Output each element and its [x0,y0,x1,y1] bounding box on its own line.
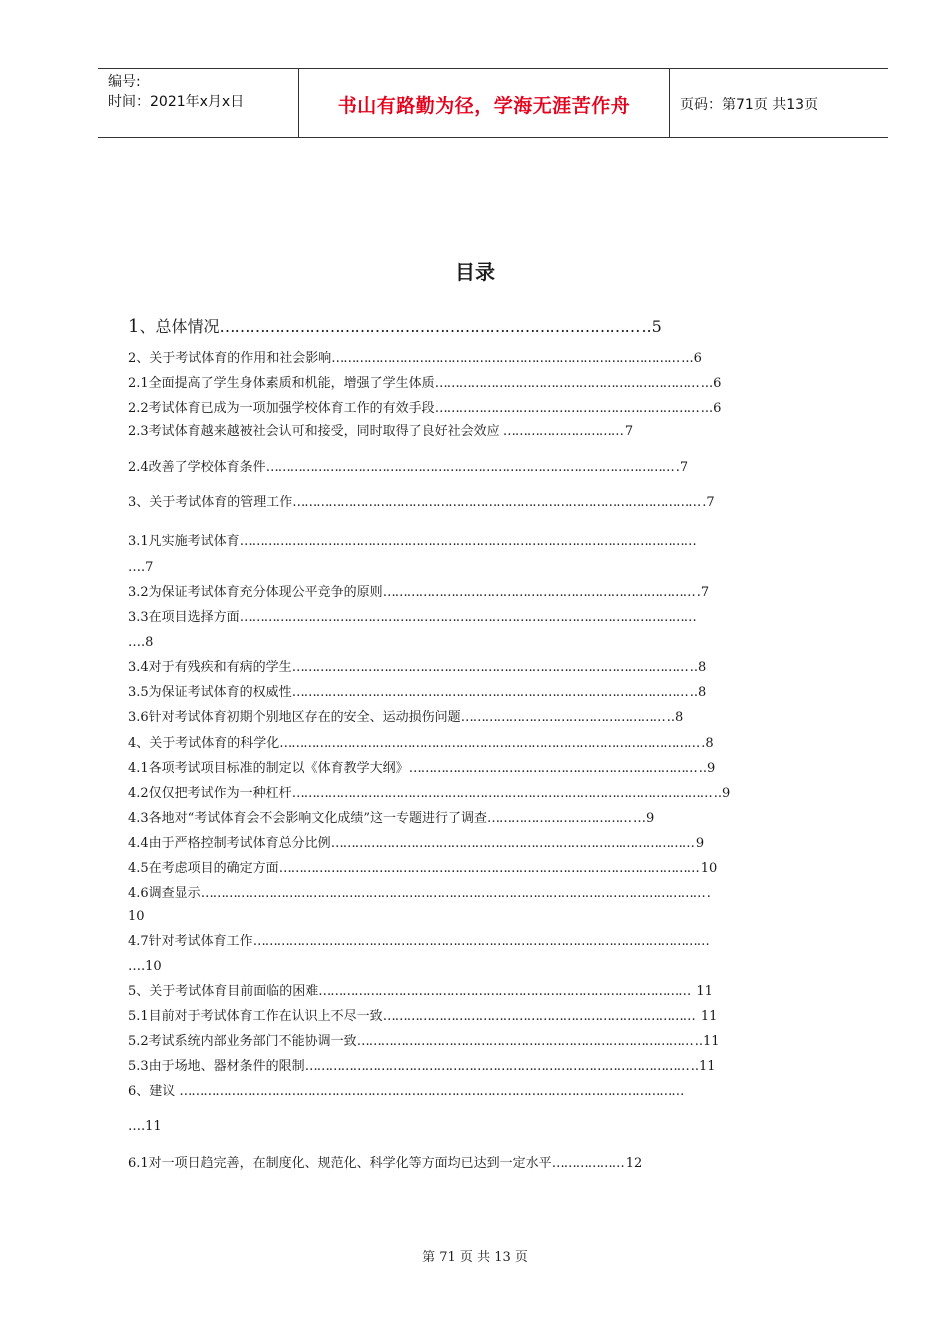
table-of-contents [128,0,868,1200]
toc-entry[interactable] [128,684,706,702]
toc-entry[interactable] [128,584,709,602]
toc-page-number: 10 [700,861,718,876]
toc-page-number: ..8 [689,685,707,700]
toc-entry-title: 4.1各项考试项目标准的制定以《体育教学大纲》 [128,761,409,776]
toc-entry-title: 4.4由于严格控制考试体育总分比例 [128,836,331,851]
toc-page-number: ..9 [713,786,731,801]
toc-page-number: 7 [624,424,634,439]
toc-leader-dots: ……………………………… [486,811,631,826]
toc-leader-dots: ………………………………………………………………………………………… [265,460,674,475]
toc-page-number: .8 [701,736,714,751]
toc-entry-title: 4.7针对考试体育工作 [128,934,253,949]
toc-leader-dots: …………………………………………………………………………………………………… [239,534,696,549]
toc-entry[interactable] [128,1008,717,1026]
toc-leader-dots: ………………………………………………………………………………………… [292,495,701,510]
toc-entry-title: 6.1对一项日趋完善，在制度化、规范化、科学化等方面均已达到一定水平 [128,1156,552,1171]
toc-entry-title: 3、关于考试体育的管理工作 [128,495,293,510]
toc-page-number: ..11 [690,1059,716,1074]
toc-entry-continuation: ….7 [128,560,154,575]
toc-entry[interactable] [128,423,633,441]
toc-entry[interactable] [128,810,654,828]
toc-entry[interactable] [128,609,698,627]
toc-leader-dots: …………………………………………………………………… [382,1009,695,1024]
toc-entry-title: 3.6针对考试体育初期个别地区存在的安全、运动损伤问题 [128,710,461,725]
toc-leader-dots: …………………………………………………………………………… [331,351,680,366]
toc-entry-title: 2.1全面提高了学生身体素质和机能，增强了学生体质 [128,376,435,391]
toc-page-number: . [706,886,711,901]
toc-page-number: ..9 [698,761,716,776]
toc-entry[interactable] [128,1033,720,1051]
toc-page-number: 9 [695,836,705,851]
toc-entry-title: 3.3在项目选择方面 [128,610,240,625]
toc-entry[interactable] [128,885,711,903]
toc-entry[interactable] [128,533,698,551]
toc-entry[interactable] [128,318,662,336]
toc-page-number: 11 [692,984,713,999]
toc-page-number: …9 [632,811,655,826]
toc-page-number: .7 [696,585,710,600]
toc-entry-title: 4.3各地对“考试体育会不会影响文化成绩”这一专题进行了调查 [128,811,487,826]
toc-entry[interactable] [128,659,706,677]
toc-entry[interactable] [128,494,715,512]
toc-leader-dots: ………………………… [499,424,623,439]
toc-entry-title: 5.2考试系统内部业务部门不能协调一致 [128,1034,357,1049]
toc-entry-title: 3.5为保证考试体育的权威性 [128,685,292,700]
toc-entry[interactable] [128,400,721,418]
toc-entry[interactable] [128,375,721,393]
toc-entry-title: 5.1目前对于考试体育工作在认识上不尽一致 [128,1009,383,1024]
toc-entry-title: 5.3由于场地、器材条件的限制 [128,1059,305,1074]
toc-title: 目录 [455,260,495,284]
toc-leader-dots: …………………………………………………………………………………………………… [239,610,696,625]
toc-leader-dots: ……………………………………………………………………………………………………………… [200,886,705,901]
toc-leader-dots: ……………………………………………………………….……………… [330,836,694,851]
toc-entry-continuation: ….8 [128,635,154,650]
toc-page-number: ...6 [681,351,702,366]
toc-entry-title: 4.2仅仅把考试作为一种杠杆 [128,786,292,801]
toc-leader-dots: …………………………………………………………………… [382,585,695,600]
toc-page-number: ..11 [694,1034,720,1049]
toc-entry-title: 4.5在考虑项目的确定方面 [128,861,279,876]
toc-leader-dots: ………………………………………………………………………… [356,1034,693,1049]
toc-entry-title [128,317,219,336]
toc-entry-number: 1 [128,316,140,337]
toc-leader-dots: ………………………………………………………………………………… [318,984,691,999]
toc-page-number: ...6 [700,401,722,416]
toc-entry-title: 2.2考试体育已成为一项加强学校体育工作的有效手段 [128,401,435,416]
toc-page-number: 11 [696,1009,718,1024]
toc-page-number: ..8 [666,710,684,725]
toc-entry-continuation: 10 [128,909,145,924]
toc-leader-dots: …………………………………………………………………………………………… [291,786,712,801]
toc-leader-dots: ………………………………………………………………………… [219,317,640,336]
toc-entry-title: 5、关于考试体育目前面临的困难 [128,984,319,999]
toc-entry[interactable] [128,760,715,778]
toc-entry[interactable] [128,350,702,368]
toc-entry[interactable] [128,1058,716,1076]
toc-entry-title: 3.1凡实施考试体育 [128,534,240,549]
toc-leader-dots: ……………………………………………………………………………………………………………… [179,1084,684,1099]
toc-entry-title: 3.2为保证考试体育充分体现公平竞争的原则 [128,585,383,600]
toc-entry[interactable] [128,1155,642,1173]
toc-entry-title: 4.6调查显示 [128,886,201,901]
toc-entry-title: 6、建议 [128,1084,180,1099]
toc-entry[interactable] [128,459,688,477]
toc-entry[interactable] [128,735,714,753]
toc-leader-dots: ……………… [551,1156,624,1171]
toc-leader-dots: …………………………………………………………………………………………… [279,736,700,751]
serial-label: 编号: [108,74,141,90]
toc-entry[interactable] [128,835,704,853]
toc-entry[interactable] [128,785,730,803]
toc-leader-dots: ……………………………………………………………… [408,761,697,776]
toc-entry[interactable] [128,1083,685,1101]
toc-entry-label: 、总体情况 [139,317,220,336]
toc-entry-continuation: ….11 [128,1119,162,1134]
toc-leader-dots: ……………………………………………………………………………………… [291,685,688,700]
toc-leader-dots: ……………………………………………………………………………………… [291,660,688,675]
page-footer: 第 71 页 共 13 页 [422,1250,528,1265]
toc-page-number: 12 [625,1156,643,1171]
toc-entry-title: 2、关于考试体育的作用和社会影响 [128,351,332,366]
toc-entry[interactable] [128,983,713,1001]
toc-page-number: .7 [702,495,715,510]
toc-entry[interactable] [128,709,683,727]
toc-entry[interactable] [128,933,711,951]
time-label: 时间：2021年x月x日 [108,94,245,110]
motto-text: 书山有路勤为径，学海无涯苦作舟 [337,95,631,117]
toc-page-number: ...6 [700,376,722,391]
toc-page-number: ..5 [641,317,662,336]
toc-entry-title: 4、关于考试体育的科学化 [128,736,280,751]
toc-leader-dots: …………………………………………… [460,710,665,725]
toc-leader-dots: …………………………………………………………………………………………… [278,861,699,876]
toc-entry-title: 3.4对于有残疾和有病的学生 [128,660,292,675]
toc-entry-title: 2.4改善了学校体育条件 [128,460,266,475]
toc-leader-dots: …………………………………………………………………………………… [304,1059,689,1074]
page-info: 页码：第71页 共13页 [680,97,819,113]
toc-page-number: ..8 [689,660,707,675]
toc-leader-dots: ………………………………………………………… [434,376,699,391]
toc-page-number: .7 [675,460,689,475]
toc-entry[interactable] [128,860,717,878]
toc-entry-title: 2.3考试体育越来越被社会认可和接受，同时取得了良好社会效应 [128,424,500,439]
toc-leader-dots: …………………………………………………………………………………………………… [252,934,709,949]
toc-leader-dots: ………………………………………………………… [434,401,699,416]
toc-entry-continuation: ….10 [128,959,162,974]
